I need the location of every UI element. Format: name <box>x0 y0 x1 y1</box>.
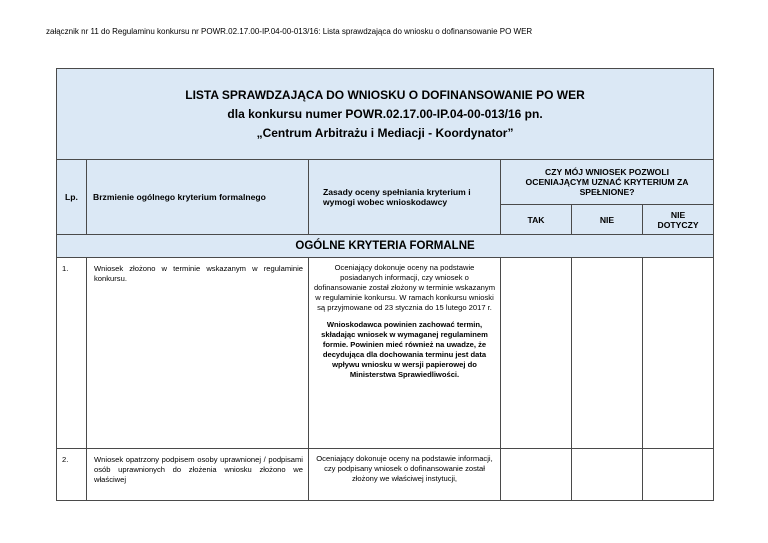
answer-no-cell[interactable] <box>572 258 643 449</box>
col-header-yes: TAK <box>501 205 572 235</box>
checklist-table <box>56 68 714 501</box>
rule-bold-text: Wnioskodawca powinien zachować termin, składając wniosek w wymaganej regulaminem formie. Powinien mieć również na uwadze, że decydująca dla dochowania terminu jest data wpływu wniosku w wersji papierowej do Ministerstwa Sprawiedliwości. <box>321 320 488 379</box>
row-lp: 1. <box>57 258 87 449</box>
col-header-na: NIE DOTYCZY <box>643 205 714 235</box>
row-criterion: Wniosek złożono w terminie wskazanym w regulaminie konkursu. <box>87 258 309 449</box>
answer-na-cell[interactable] <box>643 449 714 501</box>
col-header-no: NIE <box>572 205 643 235</box>
title-line-3: „Centrum Arbitrażu i Mediacji - Koordynator” <box>256 125 514 140</box>
row-rule <box>309 449 501 501</box>
table-row <box>57 258 714 449</box>
col-header-criterion: Brzmienie ogólnego kryterium formalnego <box>87 160 309 235</box>
answer-yes-cell[interactable] <box>501 258 572 449</box>
row-criterion: Wniosek opatrzony podpisem osoby uprawnionej / podpisami osób uprawnionych do złożenia wniosku złożono we właściwej <box>87 449 309 501</box>
col-header-rules: Zasady oceny spełniania kryterium i wymogi wobec wnioskodawcy <box>309 160 501 235</box>
rule-text: Oceniający dokonuje oceny na podstawie informacji, czy podpisany wniosek o dofinansowanie został złożony we właściwej instytucji, <box>316 454 493 483</box>
page-header: załącznik nr 11 do Regulaminu konkursu nr POWR.02.17.00-IP.04-00-013/16: Lista sprawdzająca do wniosku o dofinansowanie PO WER <box>46 27 533 36</box>
section-title: OGÓLNE KRYTERIA FORMALNE <box>57 235 714 258</box>
answer-yes-cell[interactable] <box>501 449 572 501</box>
answer-no-cell[interactable] <box>572 449 643 501</box>
table-row <box>57 449 714 501</box>
rule-text: Oceniający dokonuje oceny na podstawie posiadanych informacji, czy wniosek o dofinansowanie został złożony w terminie wskazanym w regulaminie konkursu. W ramach konkursu wnioski są przyjmowane od 23 stycznia do 15 lutego 2017 r. <box>313 263 496 312</box>
title-line-1: LISTA SPRAWDZAJĄCA DO WNIOSKU O DOFINANSOWANIE PO WER <box>185 87 585 102</box>
col-header-question: CZY MÓJ WNIOSEK POZWOLI OCENIAJĄCYM UZNAĆ KRYTERIUM ZA SPEŁNIONE? <box>501 160 714 205</box>
title-line-2: dla konkursu numer POWR.02.17.00-IP.04-00-013/16 pn. <box>227 106 543 121</box>
answer-na-cell[interactable] <box>643 258 714 449</box>
row-rule <box>309 258 501 449</box>
row-lp: 2. <box>57 449 87 501</box>
col-header-lp: Lp. <box>57 160 87 235</box>
title-block <box>57 69 714 160</box>
